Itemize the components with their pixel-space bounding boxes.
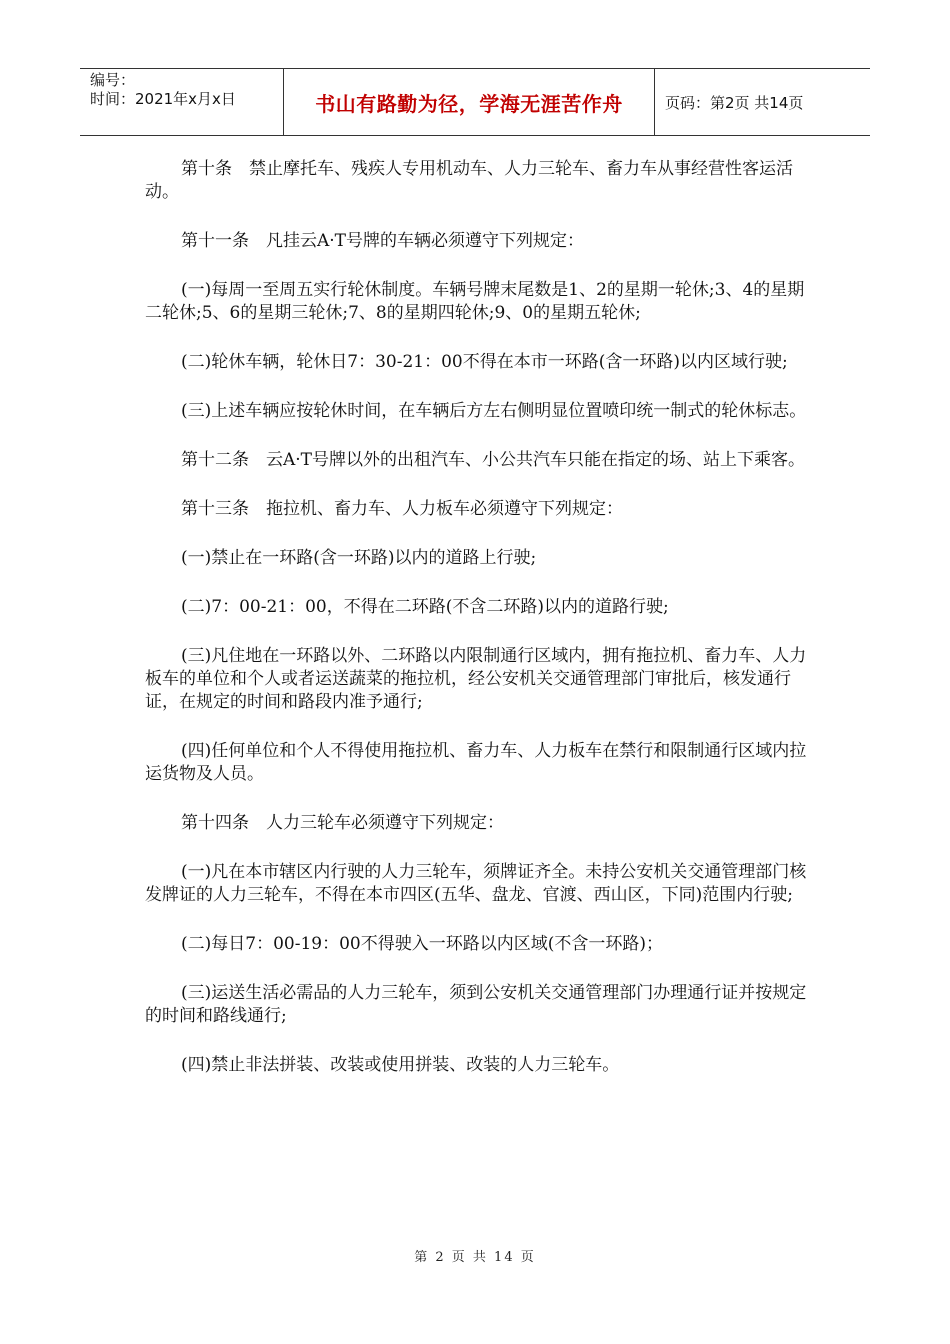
paragraph: (一)每周一至周五实行轮休制度。车辆号牌末尾数是1、2的星期一轮休;3、4的星期二轮休;5、6的星期三轮休;7、8的星期四轮休;9、0的星期五轮休;: [145, 280, 805, 323]
paragraph: (二)轮休车辆，轮休日7：30-21：00不得在本市一环路(含一环路)以内区域行驶;: [181, 352, 788, 372]
paragraph: (四)禁止非法拼装、改装或使用拼装、改装的人力三轮车。: [181, 1055, 620, 1075]
paragraph: (三)上述车辆应按轮休时间，在车辆后方左右侧明显位置喷印统一制式的轮休标志。: [181, 401, 807, 421]
paragraph: (三)运送生活必需品的人力三轮车，须到公安机关交通管理部门办理通行证并按规定的时间和路线通行;: [145, 983, 807, 1026]
paragraph: 第十三条 拖拉机、畜力车、人力板车必须遵守下列规定：: [181, 499, 623, 519]
paragraph: (一)禁止在一环路(含一环路)以内的道路上行驶;: [181, 548, 537, 568]
page-header: [80, 68, 870, 136]
header-motto: 书山有路勤为径，学海无涯苦作舟: [283, 69, 655, 135]
paragraph: 第十二条 云A·T号牌以外的出租汽车、小公共汽车只能在指定的场、站上下乘客。: [181, 450, 806, 470]
paragraph: (三)凡住地在一环路以外、二环路以内限制通行区域内，拥有拖拉机、畜力车、人力板车的单位和个人或者运送蔬菜的拖拉机，经公安机关交通管理部门审批后，核发通行证，在规定的时间和路段内准予通行;: [145, 646, 807, 712]
document-body: [145, 158, 810, 1103]
paragraph: 第十条 禁止摩托车、残疾人专用机动车、人力三轮车、畜力车从事经营性客运活动。: [145, 159, 793, 202]
header-left: [80, 69, 283, 135]
header-page-number: 页码：第2页 共14页: [665, 93, 804, 112]
paragraph: (四)任何单位和个人不得使用拖拉机、畜力车、人力板车在禁行和限制通行区域内拉运货物及人员。: [145, 741, 807, 784]
paragraph: 第十四条 人力三轮车必须遵守下列规定：: [181, 813, 504, 833]
document-time-label: 时间：2021年x月x日: [90, 90, 236, 108]
paragraph: (二)7：00-21：00，不得在二环路(不含二环路)以内的道路行驶;: [181, 597, 669, 617]
page-footer: 第 2 页 共 14 页: [414, 1250, 536, 1265]
paragraph: (二)每日7：00-19：00不得驶入一环路以内区域(不含一环路)；: [181, 934, 663, 954]
paragraph: (一)凡在本市辖区内行驶的人力三轮车，须牌证齐全。未持公安机关交通管理部门核发牌证的人力三轮车，不得在本市四区(五华、盘龙、官渡、西山区，下同)范围内行驶;: [145, 862, 807, 905]
paragraph: 第十一条 凡挂云A·T号牌的车辆必须遵守下列规定：: [181, 231, 585, 251]
document-number-label: 编号：: [90, 71, 136, 89]
